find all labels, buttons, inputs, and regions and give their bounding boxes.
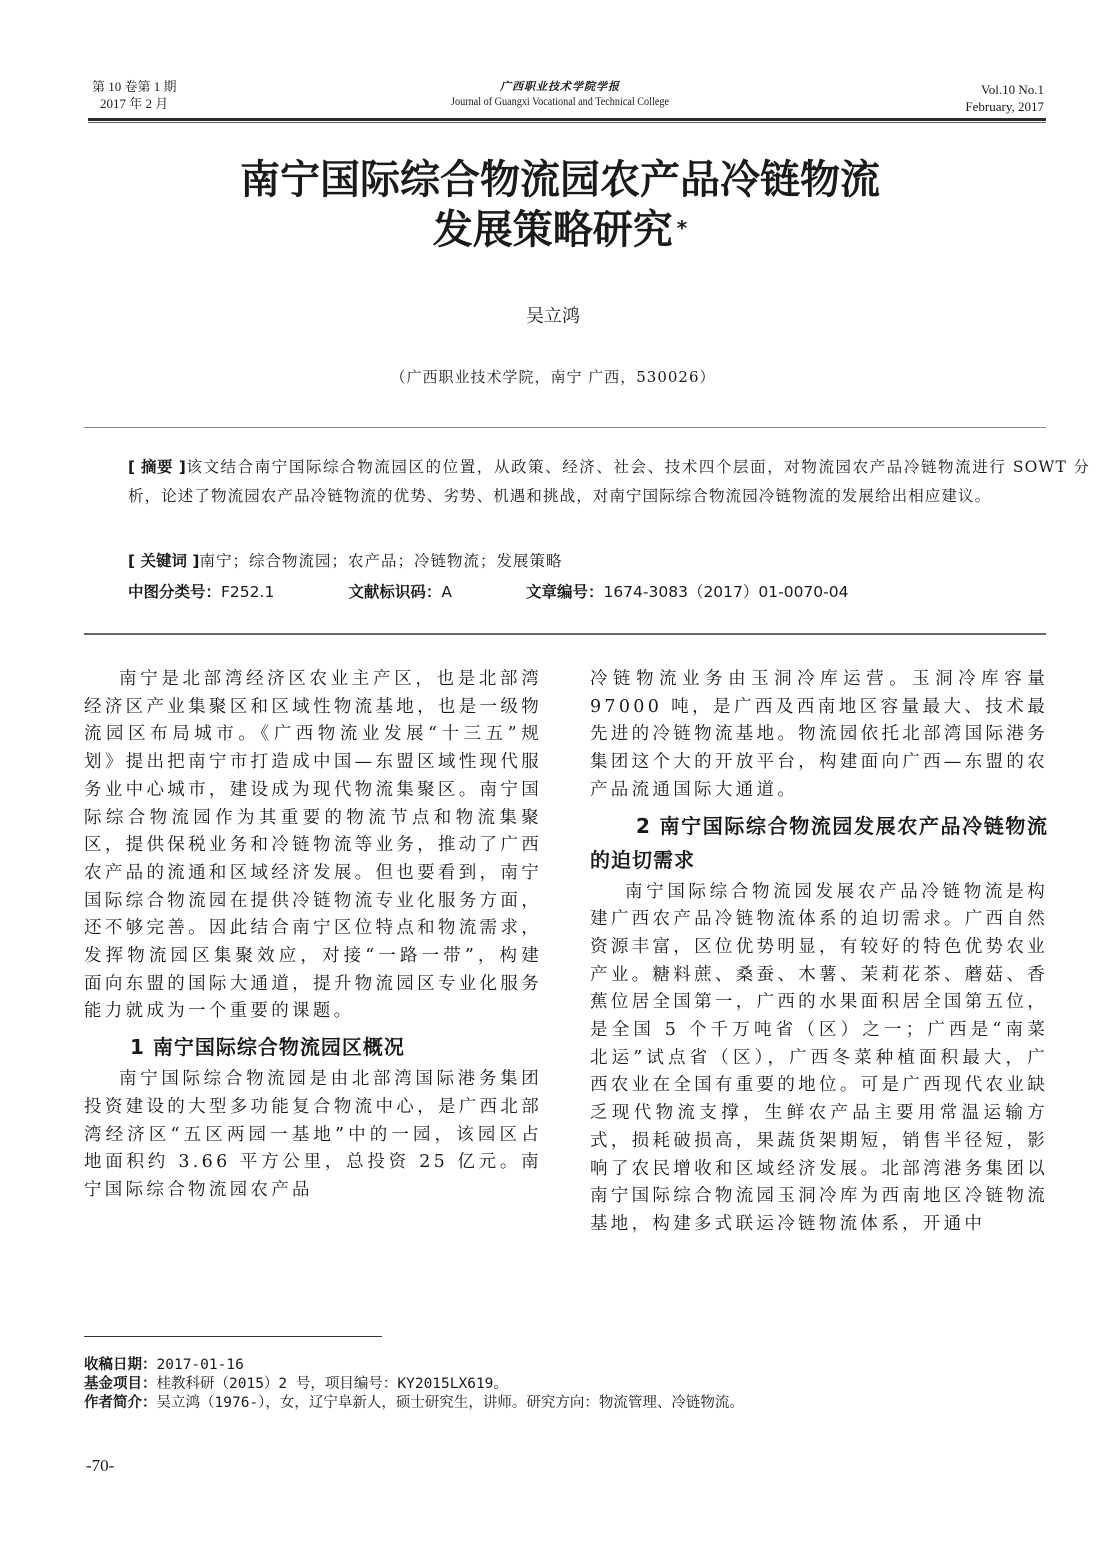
section-1-paragraph-continued: 冷链物流业务由玉洞冷库运营。玉洞冷库容量 97000 吨，是广西及西南地区容量最大、技术最先进的冷链物流基地。物流园依托北部湾国际港务集团这个大的开放平台，构建面向广西—东盟的农产品流通国际大通道。 xyxy=(590,669,1048,800)
footnote-rule xyxy=(84,1336,382,1337)
abstract xyxy=(84,453,1090,511)
section-1-heading: 1 南宁国际综合物流园区概况 xyxy=(130,1035,405,1060)
keywords-label: [ 关键词 ] xyxy=(128,552,200,570)
footnote-mark: * xyxy=(676,216,688,240)
section-2-heading: 2 南宁国际综合物流园发展农产品冷链物流的迫切需求 xyxy=(590,813,1048,872)
date-en: February, 2017 xyxy=(965,99,1044,114)
keywords xyxy=(128,547,562,576)
running-header-journal xyxy=(380,80,740,109)
article-number: 文章编号：1674-3083（2017）01-0070-04 xyxy=(525,583,849,601)
clc-number: 中图分类号：F252.1 xyxy=(128,583,275,601)
title-line-2 xyxy=(100,205,1020,255)
title-line-1: 南宁国际综合物流园农产品冷链物流 xyxy=(240,157,880,203)
classification-row xyxy=(128,578,922,607)
title-line-2-text: 发展策略研究 xyxy=(432,207,673,253)
author-affiliation: （广西职业技术学院，南宁 广西，530026） xyxy=(390,368,716,386)
footnote xyxy=(84,1356,744,1413)
page-number: -70- xyxy=(86,1456,115,1475)
section-1-paragraph: 南宁国际综合物流园是由北部湾国际港务集团投资建设的大型多功能复合物流中心，是广西北部湾经济区“五区两园一基地”中的一园，该园区占地面积约 3.66 平方公里，总投资 25 亿元。南宁国际综合物流园农产品 xyxy=(84,1069,542,1200)
document-code: 文献标识码：A xyxy=(348,583,452,601)
journal-title-cn: 广西职业技术学院学报 xyxy=(500,81,620,93)
issue-date: 2017 年 2 月 xyxy=(100,96,169,111)
body-column-left xyxy=(84,666,542,1205)
volume-en: Vol.10 No.1 xyxy=(981,82,1044,97)
intro-paragraph: 南宁是北部湾经济区农业主产区，也是北部湾经济区产业集聚区和区域性物流基地，也是一级物流园区布局城市。《广西物流业发展“十三五”规划》提出把南宁市打造成中国—东盟区域性现代服务业中心城市，建设成为现代物流集聚区。南宁国际综合物流园作为其重要的物流节点和物流集聚区，提供保税业务和冷链物流等业务，推动了广西农产品的流通和区域经济发展。但也要看到，南宁国际综合物流园在提供冷链物流专业化服务方面，还不够完善。因此结合南宁区位特点和物流需求，发挥物流园区集聚效应，对接“一路一带”，构建面向东盟的国际大通道，提升物流园区专业化服务能力就成为一个重要的课题。 xyxy=(84,669,542,1022)
author-name: 吴立鸿 xyxy=(526,306,580,327)
received-date: 收稿日期：2017-01-16 xyxy=(84,1357,244,1373)
keywords-text: 南宁；综合物流园；农产品；冷链物流；发展策略 xyxy=(199,552,563,570)
fund-project: 基金项目：桂教科研（2015）2 号，项目编号：KY2015LX619。 xyxy=(84,1376,508,1392)
abstract-bottom-rule xyxy=(84,633,1046,635)
body-column-right xyxy=(590,666,1048,1239)
author-bio: 作者简介：吴立鸿（1976-），女，辽宁阜新人，硕士研究生，讲师。研究方向：物流管理、冷链物流。 xyxy=(84,1395,744,1411)
header-rule xyxy=(88,118,1046,121)
abstract-top-rule xyxy=(84,427,1046,428)
running-header-left xyxy=(92,78,177,112)
abstract-text: 该文结合南宁国际综合物流园区的位置，从政策、经济、社会、技术四个层面，对物流园农产品冷链物流进行 SOWT 分析，论述了物流园农产品冷链物流的优势、劣势、机遇和挑战，对南宁国际综合物流园冷链物流的发展给出相应建议。 xyxy=(128,458,1091,505)
volume-issue: 第 10 卷第 1 期 xyxy=(92,79,177,94)
abstract-label: [ 摘要 ] xyxy=(128,458,186,476)
header-rule-thin xyxy=(88,122,1046,123)
article-title xyxy=(100,155,1020,255)
journal-title-en: Journal of Guangxi Vocational and Technical College xyxy=(451,94,669,108)
section-2-paragraph: 南宁国际综合物流园发展农产品冷链物流是构建广西农产品冷链物流体系的迫切需求。广西自然资源丰富，区位优势明显，有较好的特色优势农业产业。糖料蔗、桑蚕、木薯、茉莉花茶、蘑菇、香蕉位居全国第一，广西的水果面积居全国第五位，是全国 5 个千万吨省（区）之一；广西是“南菜北运”试点省（区），广西冬菜种植面积最大，广西农业在全国有重要的地位。可是广西现代农业缺乏现代物流支撑，生鲜农产品主要用常温运输方式，损耗破损高，果蔬货架期短，销售半径短，影响了农民增收和区域经济发展。北部湾港务集团以南宁国际综合物流园玉洞冷库为西南地区冷链物流基地，构建多式联运冷链物流体系，开通中 xyxy=(590,881,1048,1234)
running-header-right xyxy=(965,81,1044,115)
